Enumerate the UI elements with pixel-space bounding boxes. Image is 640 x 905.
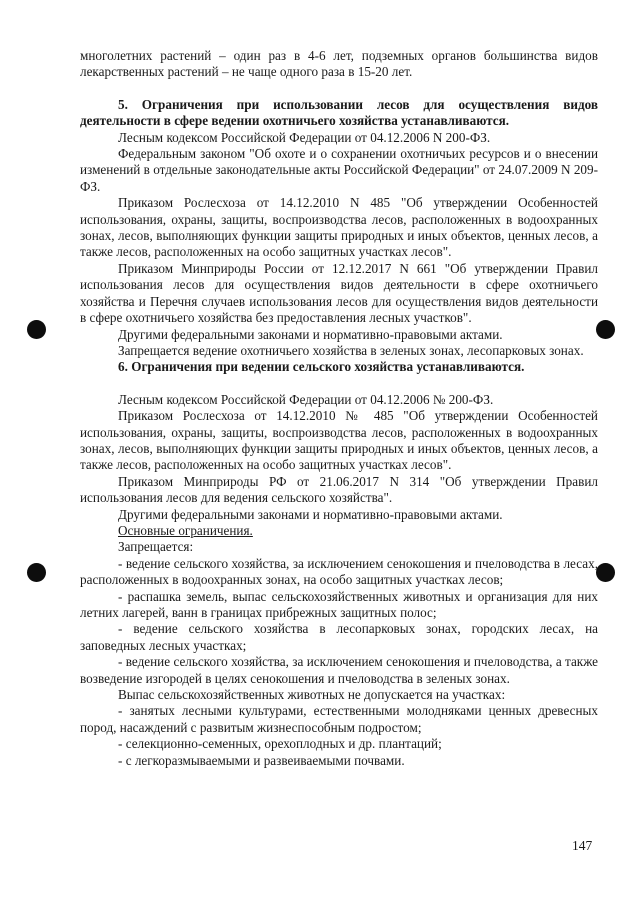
section-5-paragraph: Запрещается ведение охотничьего хозяйства в зеленых зонах, лесопарковых зонах. <box>118 342 584 358</box>
grazing-label: Выпас сельскохозяйственных животных не допускается на участках: <box>118 687 506 703</box>
section-5-paragraph: Приказом Рослесхоза от 14.12.2010 N 485 "Об утверждении Особенностей использования, охраны, защиты, воспроизводства лесов, расположенных в водоохранных зонах, лесов, выполняющих функции защиты природных и иных объектов, ценных лесов, а также лесов, расположенных на особо защитных участках лесов". <box>80 195 598 260</box>
grazing-item: - с легкоразмываемыми и развеиваемыми почвами. <box>118 752 405 768</box>
intro-text: многолетних растений – один раз в 4-6 лет, подземных органов большинства видов лекарственных растений – не чаще одного раза в 15-20 лет. <box>80 48 598 80</box>
prohibited-item: - ведение сельского хозяйства в лесопарковых зонах, городских лесах, на заповедных лесных участках; <box>80 621 598 653</box>
binder-hole-left-top <box>27 320 46 339</box>
section-5-paragraph: Другими федеральными законами и нормативно-правовыми актами. <box>118 326 503 342</box>
section-5-paragraph: Приказом Минприроды России от 12.12.2017 N 661 "Об утверждении Правил использования лесов для осуществления видов деятельности в сфере охотничьего хозяйства и Перечня случаев использования лесов для осуществления видов деятельности в сфере охотничьего хозяйства без предоставления лесных участков". <box>80 260 598 326</box>
section-6-paragraph: Приказом Минприроды РФ от 21.06.2017 N 314 "Об утверждении Правил использования лесов для ведения сельского хозяйства". <box>80 473 598 506</box>
section-6-heading: 6. Ограничения при ведении сельского хозяйства устанавливаются. <box>118 359 525 375</box>
binder-hole-right-bottom <box>596 563 615 582</box>
section-6-paragraph: Лесным кодексом Российской Федерации от 04.12.2006 № 200-ФЗ. <box>118 391 494 407</box>
page-number: 147 <box>572 838 593 853</box>
prohibited-item: - распашка земель, выпас сельскохозяйственных животных и организация для них летних лагерей, ванн в границах прибрежных защитных полос; <box>80 588 598 620</box>
grazing-item: - занятых лесными культурами, естественными молодняками ценных древесных пород, насаждений с развитым жизнеспособным подростом; <box>80 703 598 735</box>
section-5-paragraph: Лесным кодексом Российской Федерации от 04.12.2006 N 200-ФЗ. <box>118 129 491 145</box>
section-6-paragraph: Приказом Рослесхоза от 14.12.2010 № 485 "Об утверждении Особенностей использования, охраны, защиты, воспроизводства лесов, расположенных в водоохранных зонах, лесов, выполняющих функции защиты природных и иных объектов, ценных лесов, а также лесов, расположенных на особо защитных участках лесов". <box>80 408 598 473</box>
prohibited-label: Запрещается: <box>118 539 194 555</box>
section-6-paragraph: Другими федеральными законами и нормативно-правовыми актами. <box>118 506 503 522</box>
section-6-subheading <box>80 523 598 539</box>
section-5-paragraph: Федеральным законом "Об охоте и о сохранении охотничьих ресурсов и о внесении изменений в отдельные законодательные акты Российской Федерации" от 24.07.2009 N 209-ФЗ. <box>80 146 598 194</box>
section-5-heading: 5. Ограничения при использовании лесов для осуществления видов деятельности в сфере ведении охотничьего хозяйства устанавливаются. <box>80 96 598 129</box>
page-content <box>80 48 598 769</box>
prohibited-item: - ведение сельского хозяйства, за исключением сенокошения и пчеловодства, а также возведение изгородей в целях сенокошения и пчеловодства в зеленых зонах. <box>80 654 598 686</box>
prohibited-item: - ведение сельского хозяйства, за исключением сенокошения и пчеловодства в лесах, расположенных в водоохранных зонах, на особо защитных участках лесов; <box>80 555 598 588</box>
subheading-text: Основные ограничения. <box>118 522 253 538</box>
binder-hole-right-top <box>596 320 615 339</box>
binder-hole-left-bottom <box>27 563 46 582</box>
grazing-item: - селекционно-семенных, орехоплодных и др. плантаций; <box>118 736 442 752</box>
